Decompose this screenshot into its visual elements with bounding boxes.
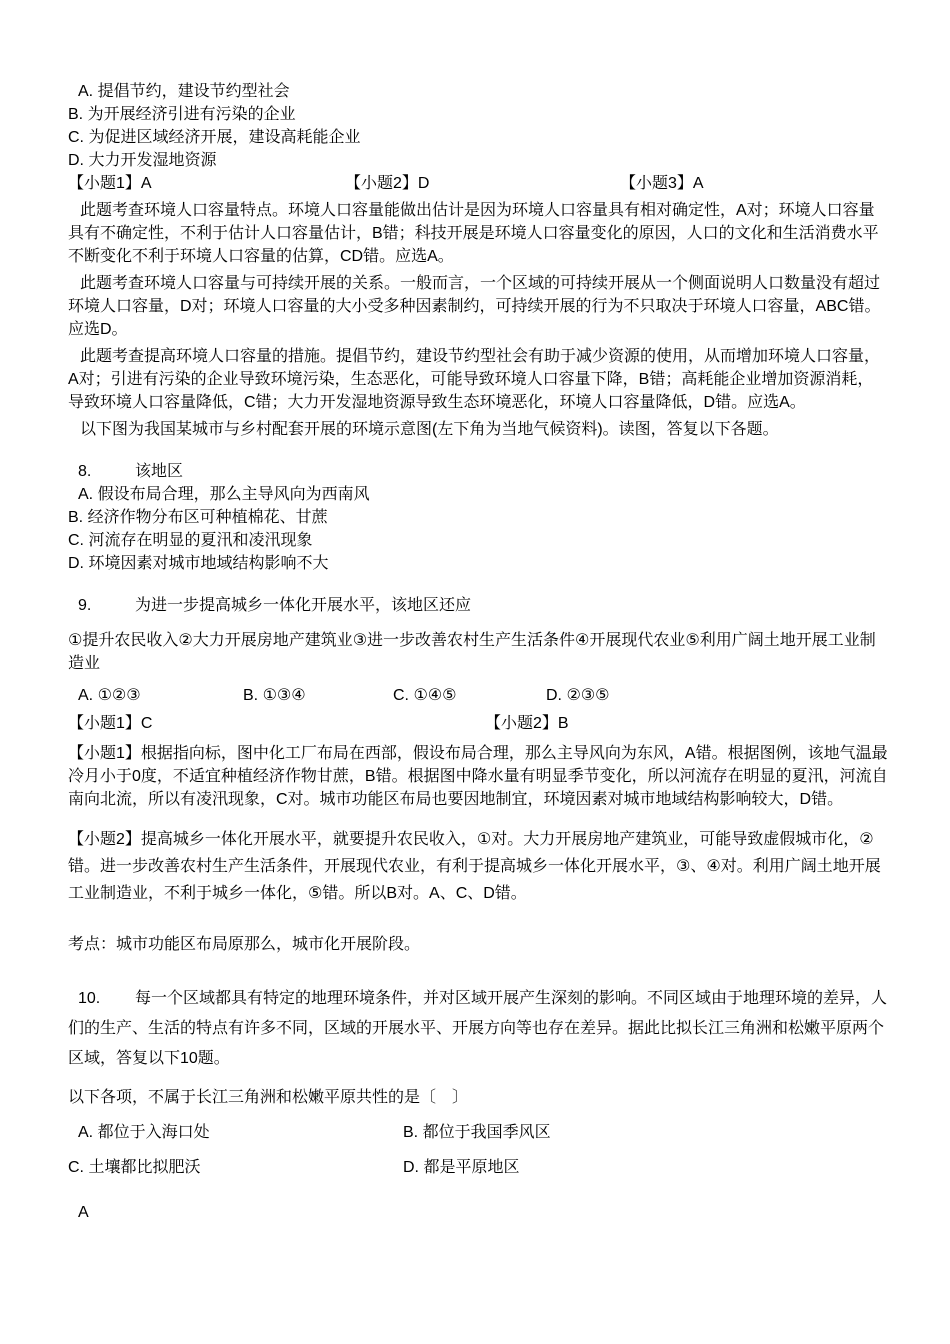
explanation-paragraph: 【小题2】提高城乡一体化开展水平，就要提升农民收入，①对。大力开展房地产建筑业，可能导致虚假城市化，②错。进一步改善农村生产生活条件，开展现代农业，有利于提高城乡一体化开展水平，③、④对。利用广阔土地开展工业制造业，不利于城乡一体化，⑤错。所以B对。A、C、D错。 <box>68 831 881 902</box>
option-line: C. 河流存在明显的夏汛和凌汛现象 <box>68 532 313 549</box>
option-line: A. 都位于入海口处 <box>78 1124 210 1141</box>
question-stem: 该地区 <box>135 463 184 480</box>
option-line: A. 假设布局合理，那么主导风向为西南风 <box>78 486 370 503</box>
option-line: D. 都是平原地区 <box>403 1159 520 1176</box>
question-stem: 为进一步提高城乡一体化开展水平，该地区还应 <box>135 597 472 614</box>
option-line: B. 都位于我国季风区 <box>403 1124 551 1141</box>
subquestion-answer: 【小题3】A <box>620 175 704 192</box>
question-8 <box>68 460 888 483</box>
option-line: C. 土壤都比拟肥沃 <box>68 1159 201 1176</box>
answer-row <box>68 172 888 195</box>
option-line: B. 经济作物分布区可种植棉花、甘蔗 <box>68 509 328 526</box>
question-number: 10. <box>78 990 101 1007</box>
question-number: 8. <box>78 463 92 480</box>
option-line: A. 提倡节约，建设节约型社会 <box>78 83 290 100</box>
explanation-paragraph: 此题考查环境人口容量与可持续开展的关系。一般而言，一个区域的可持续开展从一个侧面说明人口数量没有超过环境人口容量，D对；环境人口容量的大小受多种因素制约，可持续开展的行为不只取决于环境人口容量，ABC错。应选D。 <box>68 275 881 338</box>
options-row <box>68 1121 888 1144</box>
figure-intro: 以下图为我国某城市与乡村配套开展的环境示意图(左下角为当地气候资料)。读图，答复以下各题。 <box>80 421 779 438</box>
explanation-paragraph: 【小题1】根据指向标，图中化工厂布局在西部，假设布局合理，那么主导风向为东风，A错。根据图例，该地气温最冷月小于0度，不适宜种植经济作物甘蔗，B错。根据图中降水量有明显季节变化，所以河流存在明显的夏汛，河流自南向北流，所以有凌汛现象，C对。城市功能区布局也要因地制宜，环境因素对城市地域结构影响较大，D错。 <box>68 745 888 808</box>
final-answer: A <box>78 1204 89 1221</box>
question-number: 9. <box>78 597 92 614</box>
option-line: D. 大力开发湿地资源 <box>68 152 217 169</box>
question-stem: 每一个区域都具有特定的地理环境条件，并对区域开展产生深刻的影响。不同区域由于地理环境的差异，人们的生产、生活的特点有许多不同，区域的开展水平、开展方向等也存在差异。据此比拟长江三角洲和松嫩平原两个区域，答复以下10题。 <box>68 990 888 1067</box>
option-line: D. 环境因素对城市地域结构影响不大 <box>68 555 329 572</box>
subquestion-answer: 【小题1】A <box>68 175 152 192</box>
question-10 <box>68 984 888 1074</box>
subquestion-answer: 【小题1】C <box>68 715 153 732</box>
choices-row <box>68 684 888 707</box>
exam-point: 考点：城市功能区布局原那么，城市化开展阶段。 <box>68 936 421 953</box>
option-line: C. 为促进区域经济开展，建设高耗能企业 <box>68 129 361 146</box>
choice: B. ①③④ <box>243 687 306 704</box>
options-row <box>68 1156 888 1179</box>
choice: A. ①②③ <box>78 687 141 704</box>
explanation-paragraph: 此题考查提高环境人口容量的措施。提倡节约，建设节约型社会有助于减少资源的使用，从而增加环境人口容量，A对；引进有污染的企业导致环境污染，生态恶化，可能导致环境人口容量下降，B错；高耗能企业增加资源消耗，导致环境人口容量降低，C错；大力开发湿地资源导致生态环境恶化，环境人口容量降低，D错。应选A。 <box>68 348 881 411</box>
subquestion-answer: 【小题2】B <box>485 715 569 732</box>
option-line: B. 为开展经济引进有污染的企业 <box>68 106 296 123</box>
choice: C. ①④⑤ <box>393 687 457 704</box>
subquestion-line: 以下各项，不属于长江三角洲和松嫩平原共性的是〔 〕 <box>68 1089 469 1106</box>
numbered-items: ①提升农民收入②大力开展房地产建筑业③进一步改善农村生产生活条件④开展现代农业⑤利用广阔土地开展工业制造业 <box>68 632 876 672</box>
answer-row <box>68 712 888 735</box>
subquestion-answer: 【小题2】D <box>345 175 430 192</box>
explanation-paragraph: 此题考查环境人口容量特点。环境人口容量能做出估计是因为环境人口容量具有相对确定性，A对；环境人口容量具有不确定性，不利于估计人口容量估计，B错；科技开展是环境人口容量变化的原因，人口的文化和生活消费水平不断变化不利于环境人口容量的估算，CD错。应选A。 <box>68 202 879 265</box>
choice: D. ②③⑤ <box>546 687 610 704</box>
question-9 <box>68 594 888 617</box>
